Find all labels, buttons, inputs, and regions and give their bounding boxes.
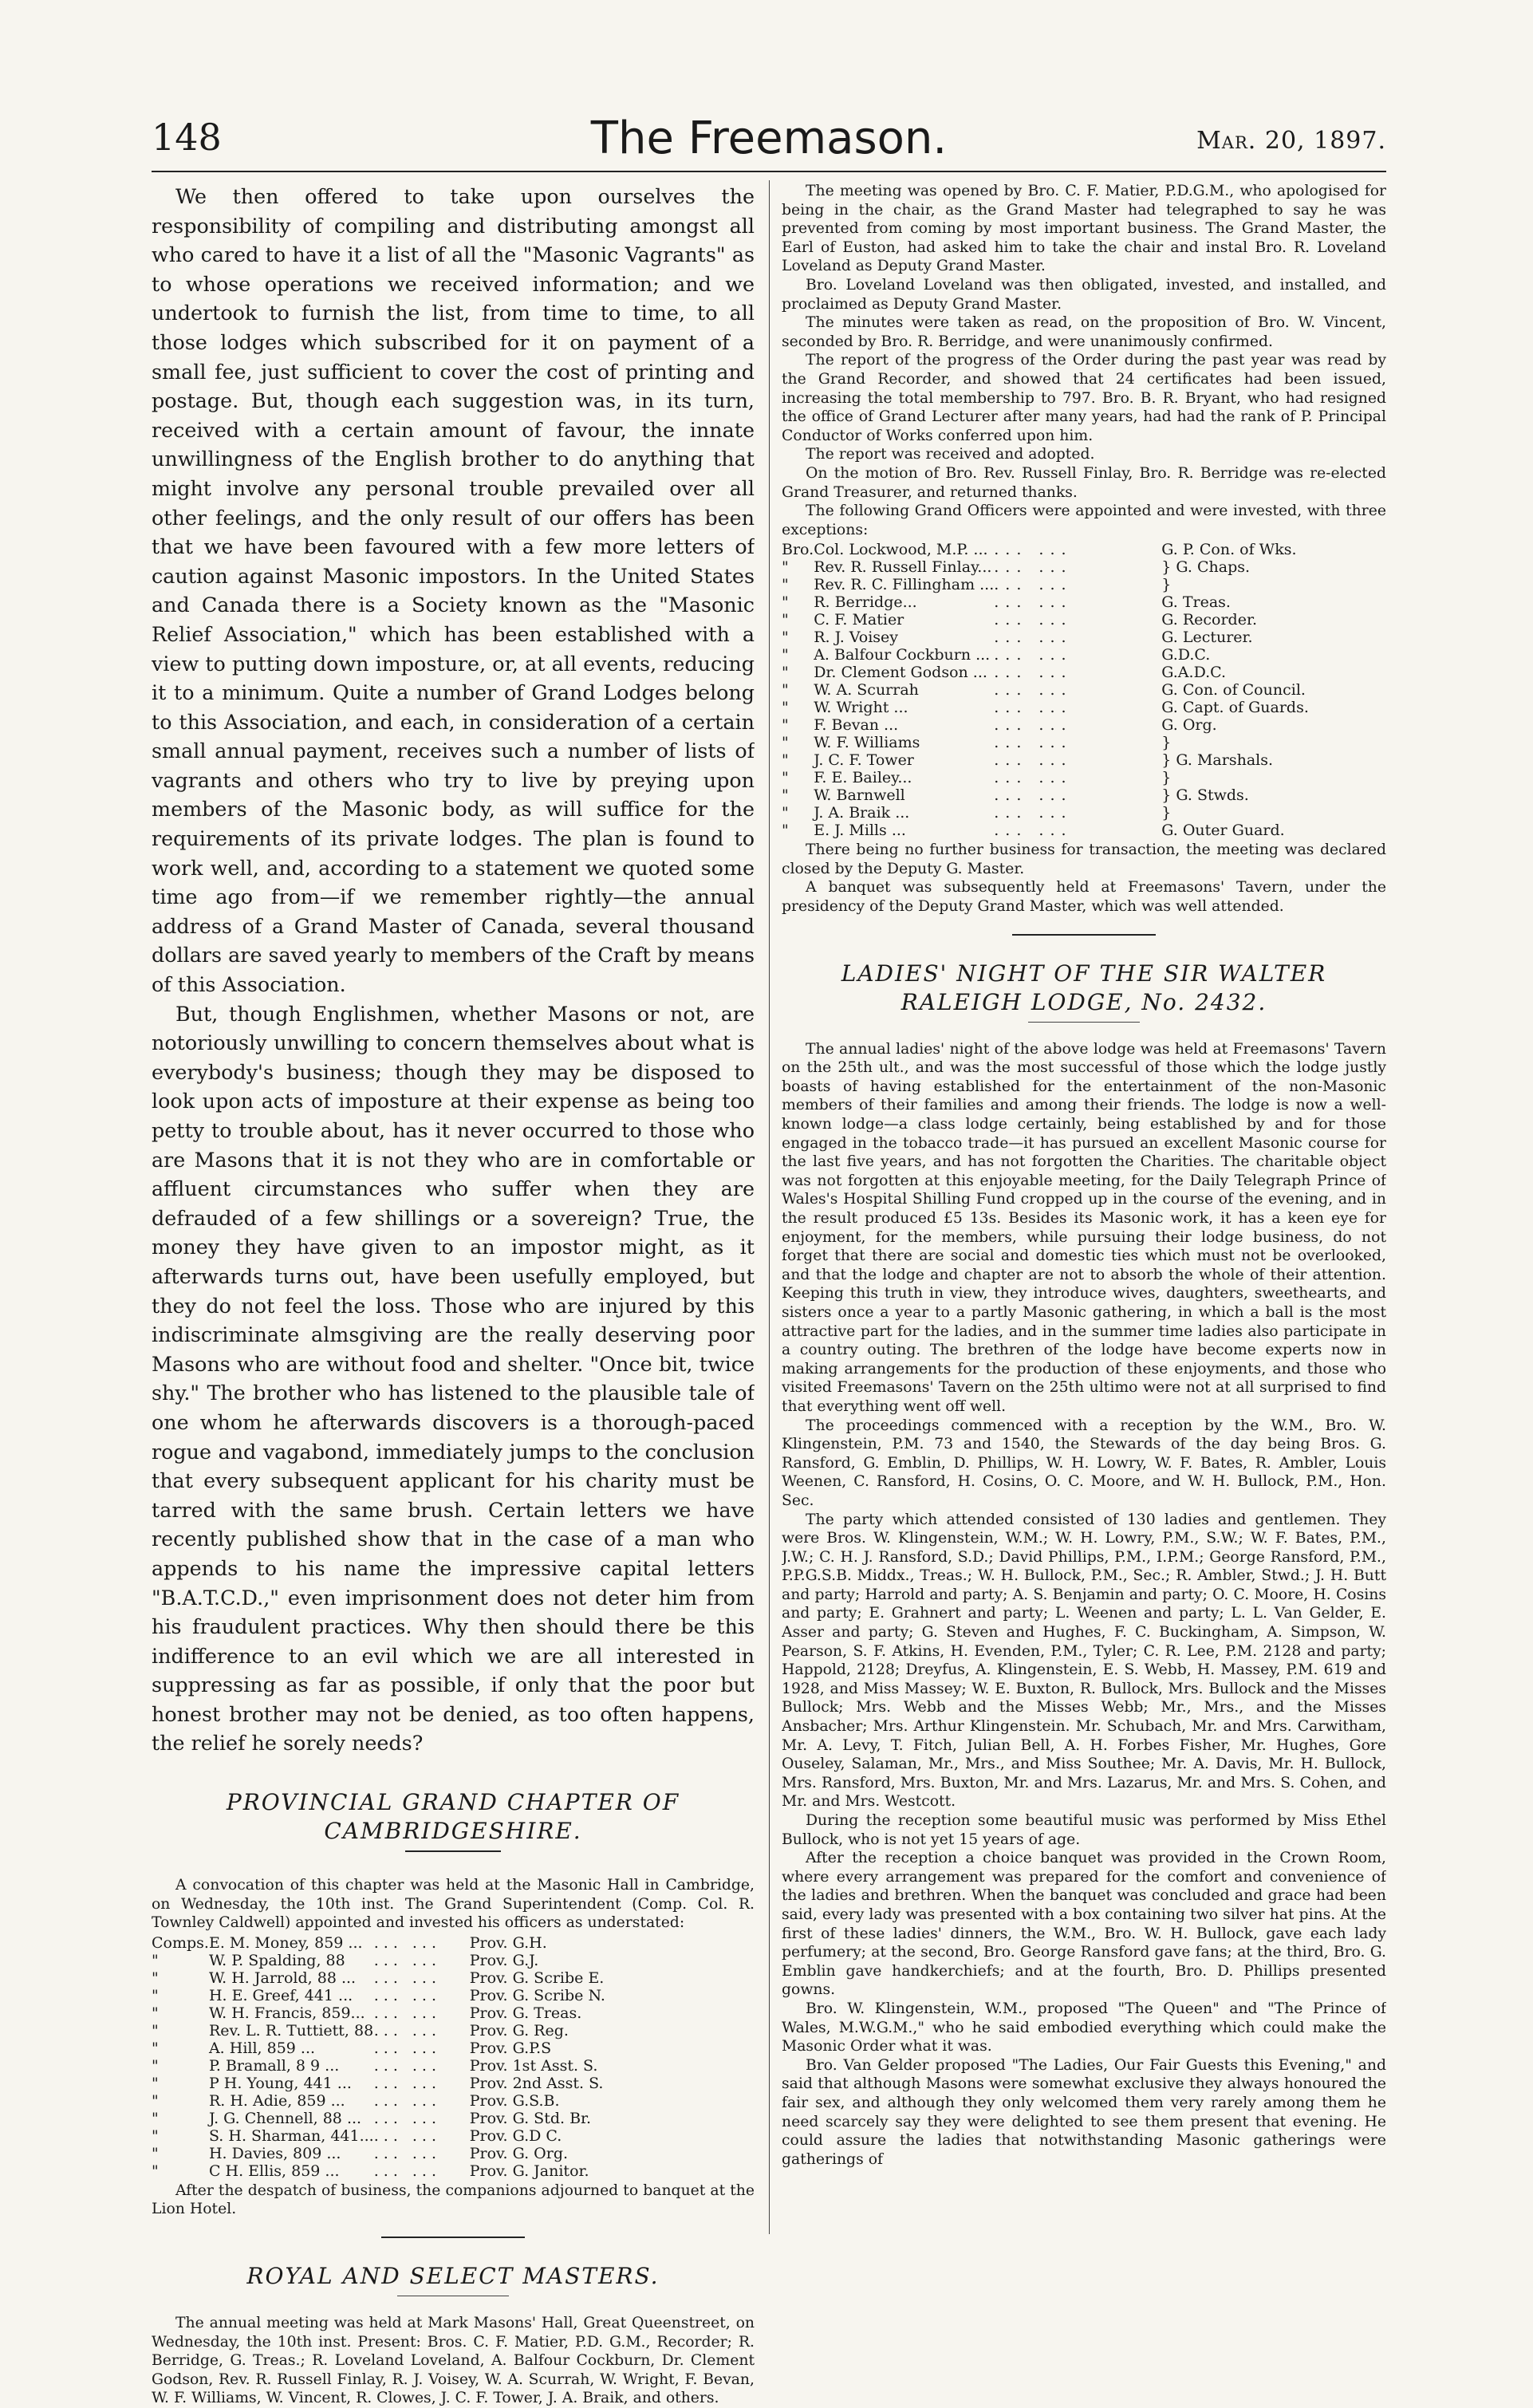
officer-prefix: " — [782, 769, 789, 787]
officer-office: } — [1161, 734, 1172, 752]
officer-row — [152, 2162, 605, 2180]
officer-name: Rev. R. Russell Finlay... — [814, 558, 992, 577]
officer-dots: ... ... — [373, 2091, 442, 2110]
issue-date: Mar. 20, 1897. — [1196, 127, 1386, 155]
officer-dots: ... ... — [373, 2144, 442, 2162]
officer-dots: ... ... — [994, 576, 1073, 594]
officer-name: Col. Lockwood, M.P. ... — [814, 541, 988, 559]
officer-office: G. Outer Guard. — [1161, 822, 1285, 840]
column-divider — [769, 180, 770, 2234]
officer-dots: ... ... — [994, 593, 1073, 612]
officer-office: G.A.D.C. — [1161, 664, 1227, 682]
officer-name: W. H. Francis, 859... — [208, 2004, 365, 2022]
officer-dots: ... ... — [994, 541, 1073, 559]
officer-name: J. C. F. Tower — [814, 751, 914, 770]
officer-name: E. M. Money, 859 ... — [208, 1933, 363, 1952]
report-paragraph: The annual meeting was held at Mark Masons' Hall, Great Queenstreet, on Wednesday, the 10th inst. Present: Bros. C. F. Matier, P.D. G.M., Recorder; R. Berridge, G. Treas.; R. Loveland Loveland, A. Balfour Cockburn, Dr. Clement Godson, Rev. R. Russell Finlay, R. J. Voisey, W. A. Scurrah, W. Wright, F. Bevan, W. F. Williams, W. Vincent, R. Clowes, J. C. F. Tower, J. A. Braik, and others. — [152, 2315, 755, 2407]
officer-name: F. Bevan ... — [814, 716, 899, 735]
officer-office: } G. Marshals. — [1161, 751, 1274, 770]
officer-row — [152, 2004, 605, 2022]
officer-dots: ... ... — [373, 2074, 442, 2092]
section-rule — [381, 2237, 525, 2238]
officer-office: Prov. G. Scribe E. — [469, 1969, 605, 1987]
officer-row — [152, 2022, 605, 2040]
officer-row — [152, 2110, 605, 2127]
officer-prefix: " — [782, 716, 789, 735]
report-paragraph: On the motion of Bro. Rev. Russell Finlay, Bro. R. Berridge was re-elected Grand Treasurer, and returned thanks. — [782, 464, 1386, 501]
officer-office: Prov. 2nd Asst. S. — [469, 2074, 604, 2092]
officer-name: Rev. L. R. Tuttiett, 88 — [208, 2021, 374, 2040]
officer-row — [782, 576, 1309, 593]
officer-office: G. Org. — [1161, 716, 1217, 735]
officer-row — [782, 664, 1309, 681]
officer-prefix: Comps. — [152, 1933, 209, 1952]
officer-dots: ... ... — [994, 751, 1073, 770]
officer-dots: ... ... — [373, 2056, 442, 2075]
officer-dots: ... ... — [994, 646, 1073, 664]
officer-prefix: " — [782, 629, 789, 647]
officer-name: W. H. Jarrold, 88 ... — [208, 1969, 357, 1987]
officer-name: A. Hill, 859 ... — [208, 2039, 316, 2057]
officer-office: } — [1161, 769, 1172, 787]
officer-name: R. Berridge... — [814, 593, 917, 612]
officer-dots: ... ... — [994, 804, 1073, 822]
page-number: 148 — [152, 116, 222, 159]
report-paragraph: After the despatch of business, the companions adjourned to banquet at the Lion Hotel. — [152, 2181, 755, 2218]
officer-office: G. Lecturer. — [1161, 629, 1253, 647]
officer-prefix: " — [782, 611, 789, 629]
report-paragraph: Bro. Van Gelder proposed "The Ladies, Our Fair Guests this Evening," and said that although Masons were somewhat exclusive they always honoured the fair sex, and although they only welcomed them very rarely among them he need scarcely say they were delighted to see them present that evening. He could assure the ladies that notwithstanding Masonic gatherings were gatherings of — [782, 2056, 1386, 2168]
officer-row — [152, 2127, 605, 2145]
officer-dots: ... ... — [994, 681, 1073, 700]
report-paragraph: The report of the progress of the Order during the past year was read by the Grand Recorder, and showed that 24 certificates had been issued, increasing the total membership to 797. Bro. B. R. Bryant, who had resigned the office of Grand Lecturer after many years, had had the rank of P. Principal Conductor of Works conferred upon him. — [782, 352, 1386, 444]
officer-dots: ... ... — [994, 734, 1073, 752]
officer-name: W. Wright ... — [814, 699, 908, 717]
officer-dots: ... ... — [994, 769, 1073, 787]
officer-office: G. Treas. — [1161, 593, 1231, 612]
officer-dots: ... ... — [373, 1951, 442, 1969]
grand-officers-list — [782, 541, 1309, 839]
officer-row — [152, 2092, 605, 2110]
officer-prefix: " — [152, 1951, 159, 1969]
report-paragraph: Bro. W. Klingenstein, W.M., proposed "The Queen" and "The Prince of Wales, M.W.G.M.," who he said embodied everything which could make the Masonic Order what it was. — [782, 2000, 1386, 2055]
officer-name: F. E. Bailey... — [814, 769, 912, 787]
report-paragraph: A banquet was subsequently held at Freemasons' Tavern, under the presidency of the Deputy Grand Master, which was well attended. — [782, 879, 1386, 916]
officer-dots: ... ... — [373, 1986, 442, 2004]
officer-dots: ... ... — [994, 716, 1073, 735]
officer-prefix: " — [782, 664, 789, 682]
officer-dots: ... ... — [994, 822, 1073, 840]
officer-prefix: " — [152, 2004, 159, 2022]
officer-office: Prov. G.D C. — [469, 2126, 562, 2145]
officer-office: Prov. G.J. — [469, 1951, 539, 1969]
officer-row — [152, 2145, 605, 2162]
officer-name: W. Barnwell — [814, 786, 905, 805]
officer-name: P. Bramall, 8 9 ... — [208, 2056, 340, 2075]
officer-office: } — [1161, 576, 1172, 594]
officer-name: E. J. Mills ... — [814, 822, 906, 840]
officer-row — [782, 734, 1309, 751]
officer-row — [782, 646, 1309, 664]
section-rule — [1012, 934, 1156, 936]
officer-dots: ... ... — [373, 2039, 442, 2057]
report-paragraph: Bro. Loveland Loveland was then obligated, invested, and installed, and proclaimed as Deputy Grand Master. — [782, 276, 1386, 313]
officer-office: G. Recorder. — [1161, 611, 1257, 629]
report-paragraph: The minutes were taken as read, on the proposition of Bro. W. Vincent, seconded by Bro. R. Berridge, and were unanimously confirmed. — [782, 314, 1386, 350]
report-paragraph: The report was received and adopted. — [806, 446, 1095, 463]
report-paragraph: The proceedings commenced with a reception by the W.M., Bro. W. Klingenstein, P.M. 73 and 1540, the Stewards of the day being Bros. G. Ransford, G. Emblin, D. Phillips, W. H. Lowry, W. F. Bates, R. Ambler, Louis Weenen, C. Ransford, H. Cosins, O. C. Moore, and W. H. Bullock, P.M., Hon. Sec. — [782, 1417, 1386, 1509]
report-paragraph: During the reception some beautiful music was performed by Miss Ethel Bullock, who is not yet 15 years of age. — [782, 1812, 1386, 1848]
officer-dots: ... ... — [994, 611, 1073, 629]
officer-prefix: " — [782, 558, 789, 577]
officer-office: G. P. Con. of Wks. — [1161, 541, 1297, 559]
officer-name: Dr. Clement Godson ... — [814, 664, 987, 682]
masthead-title: The Freemason. — [590, 112, 948, 164]
officer-prefix: " — [152, 2021, 159, 2040]
officer-name: A. Balfour Cockburn ... — [814, 646, 991, 664]
officer-dots: ... ... — [994, 786, 1073, 805]
article-paragraph: But, though Englishmen, whether Masons or not, are notoriously unwilling to concern themselves about what is everybody's business; though they may be disposed to look upon acts of imposture at their expense as being too petty to trouble about, has it never occurred to those who are Masons that it is not they who are in comfortable or affluent circumstances who suffer when they are defrauded of a few shillings or a sovereign? True, the money they have given to an impostor might, as it afterwards turns out, have been usefully employed, but they do not feel the loss. Those who are injured by this indiscriminate almsgiving are the really deserving poor Masons who are without food and shelter. "Once bit, twice shy." The brother who has listened to the plausible tale of one whom he afterwards discovers is a thorough-paced rogue and vagabond, immediately jumps to the conclusion that every subsequent applicant for his charity must be tarred with the same brush. Certain letters we have recently published show that in the case of a man who appends to his name the impressive capital letters "B.A.T.C.D.," even imprisonment does not deter him from his fraudulent practices. Why then should there be this indifference to an evil which we are all interested in suppressing as far as possible, if only that the poor but honest brother may not be denied, as too often happens, the relief he sorely needs? — [152, 1001, 755, 1756]
officer-office: Prov. G. Janitor. — [469, 2162, 589, 2180]
section-rule — [1028, 1022, 1140, 1023]
officer-prefix: " — [152, 2039, 159, 2057]
officer-row — [782, 822, 1309, 839]
officer-office: Prov. G. Scribe N. — [469, 1986, 605, 2004]
officer-prefix: " — [782, 699, 789, 717]
officer-row — [152, 2040, 605, 2057]
officer-dots: ... ... — [994, 558, 1073, 577]
officer-row — [782, 681, 1309, 699]
officer-prefix: " — [782, 786, 789, 805]
officer-name: J. G. Chennell, 88 ... — [208, 2109, 362, 2127]
officer-prefix: " — [782, 646, 789, 664]
officer-prefix: " — [152, 2162, 159, 2180]
officer-prefix: " — [152, 2109, 159, 2127]
officer-dots: ... ... — [373, 2109, 442, 2127]
section-heading-royal: ROYAL AND SELECT MASTERS. — [246, 2263, 660, 2290]
officer-office: G.D.C. — [1161, 646, 1211, 664]
officer-name: C H. Ellis, 859 ... — [208, 2162, 340, 2180]
officer-row — [782, 716, 1309, 734]
header-rule — [152, 171, 1386, 172]
officer-name: W. P. Spalding, 88 — [208, 1951, 345, 1969]
officer-office: Prov. G.S.B. — [469, 2091, 560, 2110]
section-rule — [405, 1850, 501, 1852]
officer-office: } G. Stwds. — [1161, 786, 1249, 805]
page-header — [152, 112, 1386, 171]
officer-dots: ... ... — [373, 1969, 442, 1987]
officer-name: J. A. Braik ... — [814, 804, 910, 822]
officer-row — [782, 611, 1309, 629]
officer-prefix: " — [152, 2056, 159, 2075]
report-paragraph: After the reception a choice banquet was provided in the Crown Room, where every arrangement was prepared for the comfort and convenience of the ladies and brethren. When the banquet was concluded and grace had been said, every lady was presented with a box containing two silver hat pins. At the first of these ladies' dinners, the W.M., Bro. W. H. Bullock, gave each lady perfumery; at the second, Bro. George Ransford gave fans; at the third, Bro. G. Emblin gave handkerchiefs; and at the fourth, Bro. D. Phillips presented gowns. — [782, 1850, 1386, 1999]
officer-row — [152, 2075, 605, 2092]
officer-name: R. J. Voisey — [814, 629, 899, 647]
officer-name: R. H. Adie, 859 ... — [208, 2091, 345, 2110]
officer-dots: ... ... — [994, 629, 1073, 647]
officer-prefix: " — [782, 734, 789, 752]
officer-dots: ... ... — [994, 699, 1073, 717]
officer-dots: ... ... — [373, 2162, 442, 2180]
officer-office: G. Capt. of Guards. — [1161, 699, 1309, 717]
officer-prefix: " — [782, 576, 789, 594]
officer-office: G. Con. of Council. — [1161, 681, 1306, 700]
officer-office: Prov. G. Reg. — [469, 2021, 569, 2040]
officer-office: } G. Chaps. — [1161, 558, 1251, 577]
report-paragraph: There being no further business for transaction, the meeting was declared closed by the Deputy G. Master. — [782, 841, 1386, 877]
officer-name: W. F. Williams — [814, 734, 920, 752]
officer-row — [782, 786, 1309, 804]
officer-office: Prov. G. Std. Br. — [469, 2109, 592, 2127]
section-heading-ladies: LADIES' NIGHT OF THE SIR WALTER RALEIGH LODGE, No. 2432. — [841, 960, 1327, 1015]
officer-row — [152, 1987, 605, 2004]
officer-row — [782, 699, 1309, 716]
officer-row — [152, 1934, 605, 1952]
officer-name: H. Davies, 809 ... — [208, 2144, 341, 2162]
officer-prefix: " — [152, 2144, 159, 2162]
officer-office: Prov. 1st Asst. S. — [469, 2056, 598, 2075]
report-paragraph: A convocation of this chapter was held at the Masonic Hall in Cambridge, on Wednesday, the 10th inst. The Grand Superintendent (Comp. Col. R. Townley Caldwell) appointed and invested his officers as understated: — [152, 1877, 755, 1932]
officer-row — [782, 593, 1309, 611]
right-column — [782, 182, 1386, 2169]
officer-prefix: " — [152, 2091, 159, 2110]
officer-row — [782, 804, 1309, 822]
officer-prefix: " — [152, 2074, 159, 2092]
officer-dots: ... ... — [373, 2021, 442, 2040]
article-paragraph: We then offered to take upon ourselves the responsibility of compiling and distributing amongst all who cared to have it a list of all the "Masonic Vagrants" as to whose operations we received information; and we undertook to furnish the list, from time to time, to all those lodges which subscribed for it on payment of a small fee, just sufficient to cover the cost of printing and postage. But, though each suggestion was, in its turn, received with a certain amount of favour, the innate unwillingness of the English brother to do anything that might involve any personal trouble prevailed over all other feelings, and the only result of our offers has been that we have been favoured with a few more letters of caution against Masonic impostors. In the United States and Canada there is a Society known as the "Masonic Relief Association," which has been established with a view to putting down imposture, or, at all events, reducing it to a minimum. Quite a number of Grand Lodges belong to this Association, and each, in consideration of a certain small annual payment, receives such a number of lists of vagrants and others who try to live by preying upon members of the Masonic body, as will suffice for the requirements of its private lodges. The plan is found to work well, and, according to a statement we quoted some time ago from—if we remember rightly—the annual address of a Grand Master of Canada, several thousand dollars are saved yearly to members of the Craft by means of this Association. — [152, 184, 755, 997]
officer-name: P H. Young, 441 ... — [208, 2074, 352, 2092]
officer-dots: ... ... — [373, 2004, 442, 2022]
officer-office: Prov. G. Org. — [469, 2144, 569, 2162]
officer-office: Prov. G.H. — [469, 1933, 547, 1952]
officer-row — [782, 751, 1309, 769]
officer-row — [782, 558, 1309, 576]
officer-dots: ... ... — [994, 664, 1073, 682]
officer-prefix: " — [782, 681, 789, 700]
officer-dots: ... ... — [373, 2126, 442, 2145]
officer-name: C. F. Matier — [814, 611, 904, 629]
report-paragraph: The party which attended consisted of 130 ladies and gentlemen. They were Bros. W. Klingenstein, W.M.; W. H. Lowry, P.M., S.W.; W. F. Bates, P.M., J.W.; C. H. J. Ransford, S.D.; David Phillips, P.M., I.P.M.; George Ransford, P.M., P.P.G.S.B. Middx., Treas.; W. H. Bullock, P.M., Sec.; R. Ambler, Stwd.; J. H. Butt and party; Harrold and party; A. S. Benjamin and party; O. C. Moore, H. Cosins and party; E. Grahnert and party; L. Weenen and party; L. L. Van Gelder, E. Asser and party; G. Steven and Hughes, F. C. Buckingham, A. Simpson, W. Pearson, S. F. Atkins, H. Evenden, P.M., Tyler; C. R. Lee, P.M. 2128 and party; Happold, 2128; Dreyfus, A. Klingenstein, E. S. Webb, H. Massey, P.M. 619 and 1928, and Miss Massey; W. E. Buxton, R. Bullock, Mrs. Bullock and the Misses Bullock; Mrs. Webb and the Misses Webb; Mr., Mrs., and the Misses Ansbacher; Mrs. Arthur Klingenstein. Mr. Schubach, Mr. and Mrs. Carwitham, Mr. A. Levy, T. Fitch, Julian Bell, A. H. Forbes Fisher, Mr. Hughes, Gore Ouseley, Salaman, Mr., Mrs., and Miss Southee; Mr. A. Davis, Mr. H. Bullock, Mrs. Ransford, Mrs. Buxton, Mr. and Mrs. Lazarus, Mr. and Mrs. S. Cohen, and Mr. and Mrs. Westcott. — [782, 1511, 1386, 1811]
officer-office: } — [1161, 804, 1172, 822]
officer-prefix: " — [782, 822, 789, 840]
officer-prefix: " — [152, 1969, 159, 1987]
officer-prefix: " — [782, 804, 789, 822]
officer-prefix: " — [782, 593, 789, 612]
officer-office: Prov. G.P.S — [469, 2039, 552, 2057]
officer-prefix: " — [152, 2126, 159, 2145]
left-column — [152, 182, 755, 2408]
report-paragraph: The following Grand Officers were appointed and were invested, with three exceptions: — [782, 502, 1386, 538]
officer-row — [782, 769, 1309, 786]
officer-prefix: " — [152, 1986, 159, 2004]
officer-row — [152, 2057, 605, 2075]
report-paragraph: The meeting was opened by Bro. C. F. Matier, P.D.G.M., who apologised for being in the chair, as the Grand Master had telegraphed to say he was prevented from coming by most important business. The Grand Master, the Earl of Euston, had asked him to take the chair and instal Bro. R. Loveland Loveland as Deputy Grand Master. — [782, 183, 1386, 275]
officer-name: Rev. R. C. Fillingham ... — [814, 576, 995, 594]
officer-row — [152, 1969, 605, 1987]
officer-row — [152, 1952, 605, 1969]
officer-name: S. H. Sharman, 441... — [208, 2126, 374, 2145]
section-heading-cambridge: PROVINCIAL GRAND CHAPTER OF CAMBRIDGESHIRE. — [226, 1789, 680, 1845]
officer-name: H. E. Greef, 441 ... — [208, 1986, 353, 2004]
report-paragraph: The annual ladies' night of the above lodge was held at Freemasons' Tavern on the 25th ult., and was the most successful of those which the lodge justly boasts of having established for the entertainment of the non-Masonic members of their families and among their friends. The lodge is now a well-known lodge—a class lodge certainly, being established by and for those engaged in the tobacco trade—it has pursued an excellent Masonic course for the last five years, and has not forgotten the Charities. The charitable object was not forgotten at this enjoyable meeting, for the Daily Telegraph Prince of Wales's Hospital Shilling Fund cropped up in the course of the evening, and in the result produced £5 13s. Besides its Masonic work, it has a keen eye for enjoyment, for the members, while pursuing their lodge business, do not forget that there are social and domestic ties which must not be overlooked, and that the lodge and chapter are not to absorb the whole of their attention. Keeping this truth in view, they introduce wives, daughters, sweethearts, and sisters once a year to a partly Masonic gathering, in which a ball is the most attractive part for the ladies, and in the summer time ladies also participate in a country outing. The brethren of the lodge have become experts now in making arrangements for the production of these enjoyments, and those who visited Freemasons' Tavern on the 25th ultimo were not at all surprised to find that everything went off well. — [782, 1040, 1386, 1415]
officer-office: Prov. G. Treas. — [469, 2004, 582, 2022]
officer-row — [782, 629, 1309, 646]
officer-name: W. A. Scurrah — [814, 681, 919, 700]
officer-dots: ... ... — [373, 1933, 442, 1952]
officer-prefix: Bro. — [782, 541, 814, 559]
officer-prefix: " — [782, 751, 789, 770]
cambridge-officers-list — [152, 1934, 605, 2180]
officer-row — [782, 541, 1309, 558]
